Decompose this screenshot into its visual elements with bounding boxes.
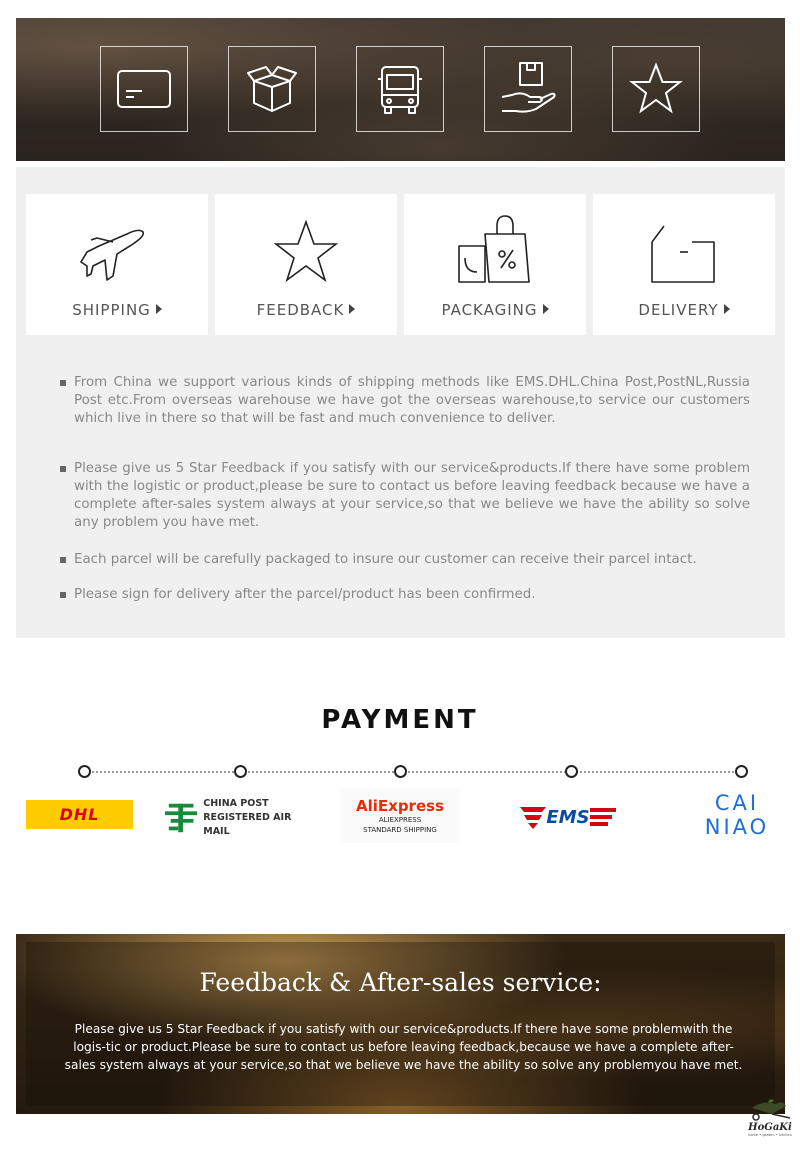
open-box-icon xyxy=(240,57,304,121)
cainiao-line2: NIAO xyxy=(704,815,770,839)
open-box-icon-box xyxy=(228,46,316,132)
star-icon xyxy=(266,212,346,292)
caret-right-icon xyxy=(543,304,549,314)
ems-logo xyxy=(518,800,618,834)
watermark-tagline: home • garden • kitchen xyxy=(748,1133,792,1137)
truck-icon xyxy=(368,57,432,121)
list-item: From China we support various kinds of shipping methods like EMS.DHL.China Post,PostNL,Russia Post etc.From overseas warehouse we have got the overseas warehouse,to service our customers which live in there so that will be fast and much convenience to deliver. xyxy=(60,374,750,428)
timeline-dots xyxy=(85,771,742,773)
timeline-node xyxy=(234,765,247,778)
wheelbarrow-logo-icon xyxy=(742,1098,798,1122)
cainiao-logo xyxy=(692,790,782,840)
timeline-node xyxy=(565,765,578,778)
timeline-node xyxy=(78,765,91,778)
list-item: Please give us 5 Star Feedback if you satisfy with our service&products.If there have some problem with the logistic or product,please be sure to contact us before leaving feedback because we have a complete after-sales system always at your service,so that we believe we have the ability so solve any problem you have met. xyxy=(60,460,750,532)
info-panel xyxy=(16,167,785,638)
aliexpress-logo-text: AliExpress xyxy=(356,796,444,815)
feedback-card[interactable] xyxy=(215,194,397,335)
shopping-bags-icon xyxy=(455,212,535,292)
china-post-line2: REGISTERED AIR MAIL xyxy=(203,812,292,837)
hand-box-icon-box xyxy=(484,46,572,132)
star-icon-box xyxy=(612,46,700,132)
shipping-label[interactable] xyxy=(26,301,208,319)
timeline-node xyxy=(735,765,748,778)
parcel-icon xyxy=(644,212,724,292)
packaging-label[interactable] xyxy=(404,301,586,319)
airplane-icon xyxy=(77,212,157,292)
aliexpress-sub1: ALIEXPRESS xyxy=(378,815,422,824)
ems-wing-icon xyxy=(520,805,546,829)
credit-card-icon-box xyxy=(100,46,188,132)
dhl-logo xyxy=(26,800,133,829)
timeline-node xyxy=(394,765,407,778)
feedback-label-text: FEEDBACK xyxy=(256,301,345,319)
shipping-label-text: SHIPPING xyxy=(72,301,151,319)
china-post-emblem-icon xyxy=(165,801,197,835)
star-icon xyxy=(624,57,688,121)
caret-right-icon xyxy=(724,304,730,314)
dhl-logo-text: DHL xyxy=(59,805,100,824)
aliexpress-sub2: STANDARD SHIPPING xyxy=(363,825,437,834)
hand-box-icon xyxy=(496,57,560,121)
aliexpress-logo xyxy=(340,788,460,843)
delivery-card[interactable] xyxy=(593,194,775,335)
feedback-banner xyxy=(16,934,785,1114)
feedback-title: Feedback & After-sales service: xyxy=(199,968,602,997)
credit-card-icon xyxy=(112,57,176,121)
delivery-label-text: DELIVERY xyxy=(638,301,719,319)
feedback-label[interactable] xyxy=(215,301,397,319)
list-item: Each parcel will be carefully packaged to insure our customer can receive their parcel intact. xyxy=(60,551,750,569)
watermark-brand: HoGaKi xyxy=(748,1122,792,1133)
brand-watermark xyxy=(742,1098,798,1138)
china-post-logo xyxy=(165,798,315,838)
truck-icon-box xyxy=(356,46,444,132)
caret-right-icon xyxy=(349,304,355,314)
cainiao-line1: CAI xyxy=(714,791,760,815)
caret-right-icon xyxy=(156,304,162,314)
payment-timeline xyxy=(0,762,800,782)
china-post-line1: CHINA POST xyxy=(203,798,269,809)
list-item: Please sign for delivery after the parcel/product has been confirmed. xyxy=(60,586,750,604)
feedback-text: Please give us 5 Star Feedback if you satisfy with our service&products.If there have some problemwith the logis-tic or product.Please be sure to contact us before leaving feedback,because we have a complete after-sales system always at your service,so that we believe we have the ability so solve any problemyou have met. xyxy=(64,1022,743,1072)
packaging-label-text: PACKAGING xyxy=(441,301,538,319)
payment-title: PAYMENT xyxy=(321,705,479,735)
shipping-card[interactable] xyxy=(26,194,208,335)
ems-logo-text: EMS xyxy=(546,806,590,828)
delivery-label[interactable] xyxy=(593,301,775,319)
ems-stripes-icon xyxy=(590,805,616,829)
packaging-card[interactable] xyxy=(404,194,586,335)
top-banner xyxy=(16,18,785,161)
